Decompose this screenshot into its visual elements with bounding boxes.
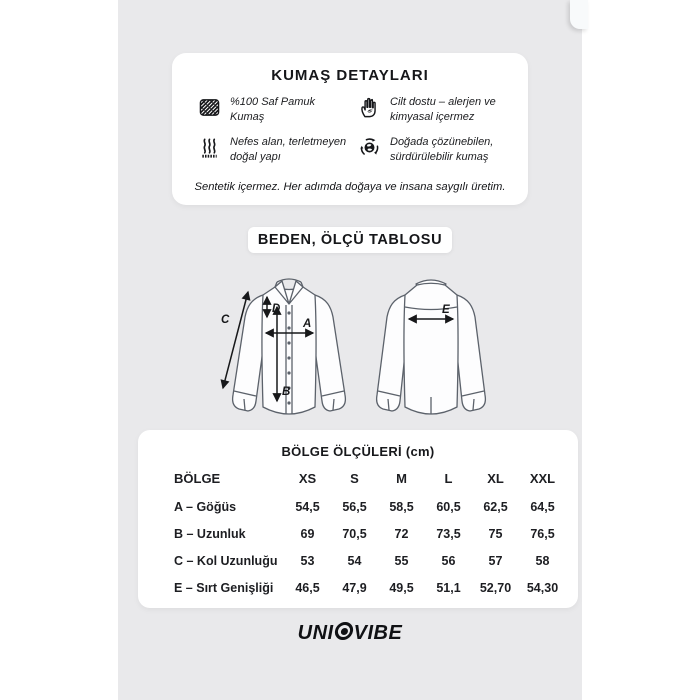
fabric-item-breathable	[198, 135, 352, 164]
size-cell: 58	[535, 553, 550, 568]
size-col-header: BÖLGE	[174, 471, 221, 486]
label-a: A	[303, 318, 312, 330]
size-cell: 55	[394, 553, 409, 568]
size-cell: 49,5	[389, 580, 414, 595]
size-col-header: XL	[487, 471, 504, 486]
fabric-item-cotton	[198, 95, 352, 124]
earth-recycle-icon	[358, 136, 381, 159]
shirt-back-outline	[377, 280, 486, 414]
scrollbar-thumb[interactable]	[570, 0, 588, 29]
size-cell: 54,5	[295, 499, 320, 514]
size-cell: 51,1	[436, 580, 461, 595]
size-col-header: M	[396, 471, 407, 486]
logo-q-icon	[333, 622, 354, 640]
product-image-panel	[118, 0, 582, 700]
size-table-header-row	[150, 464, 566, 493]
size-table-card	[138, 430, 578, 608]
size-cell: 46,5	[295, 580, 320, 595]
size-cell: 62,5	[483, 499, 508, 514]
fabric-card-title: KUMAŞ DETAYLARI	[271, 67, 429, 84]
size-cell: 64,5	[530, 499, 555, 514]
fabric-item-text: Nefes alan, terletmeyen doğal yapı	[230, 136, 347, 163]
size-col-header: XXL	[529, 471, 556, 486]
fabric-item-text: Cilt dostu – alerjen ve kimyasal içermez	[390, 96, 496, 123]
logo-text-prefix: UNI	[297, 622, 334, 644]
size-col-header: XS	[298, 471, 317, 486]
size-cell: 60,5	[436, 499, 461, 514]
fabric-swatch-icon	[198, 96, 221, 119]
size-table-title: BÖLGE ÖLÇÜLERİ (cm)	[281, 444, 435, 459]
size-cell: 56,5	[342, 499, 367, 514]
size-col-header: S	[350, 471, 359, 486]
size-cell: 70,5	[342, 526, 367, 541]
size-cell: 54,30	[526, 580, 559, 595]
fabric-items-grid	[172, 84, 528, 164]
size-cell: 54	[347, 553, 362, 568]
row-label: B – Uzunluk	[174, 526, 246, 541]
size-cell: 53	[300, 553, 315, 568]
hand-leaf-icon	[358, 96, 381, 119]
size-cell: 56	[441, 553, 456, 568]
steam-icon	[198, 136, 221, 159]
label-d: D	[272, 303, 281, 315]
fabric-item-text: Doğada çözünebilen, sürdürülebilir kumaş	[390, 136, 494, 163]
table-row	[150, 493, 566, 520]
size-col-header: L	[444, 471, 453, 486]
row-label: A – Göğüs	[174, 499, 237, 514]
brand-logo	[118, 621, 582, 645]
size-diagram	[213, 271, 503, 427]
size-cell: 73,5	[436, 526, 461, 541]
size-cell: 57	[488, 553, 503, 568]
row-label: C – Kol Uzunluğu	[174, 553, 278, 568]
fabric-item-text: %100 Saf Pamuk Kumaş	[230, 96, 315, 123]
label-b: B	[282, 386, 291, 398]
size-cell: 47,9	[342, 580, 367, 595]
size-cell: 75	[488, 526, 503, 541]
logo-text-suffix: VIBE	[353, 622, 403, 644]
size-cell: 58,5	[389, 499, 414, 514]
table-row	[150, 574, 566, 601]
size-cell: 72	[394, 526, 409, 541]
fabric-details-card	[172, 53, 528, 205]
label-c: C	[221, 314, 230, 326]
row-label: E – Sırt Genişliği	[174, 580, 274, 595]
label-e: E	[442, 304, 450, 316]
size-section-heading: BEDEN, ÖLÇÜ TABLOSU	[248, 227, 452, 253]
size-cell: 76,5	[530, 526, 555, 541]
table-row	[150, 547, 566, 574]
size-cell: 69	[300, 526, 315, 541]
table-row	[150, 520, 566, 547]
fabric-item-sustainable	[358, 135, 512, 164]
size-cell: 52,70	[479, 580, 512, 595]
fabric-card-footer: Sentetik içermez. Her adımda doğaya ve insana saygılı üretim.	[194, 181, 506, 193]
fabric-item-skin-friendly	[358, 95, 512, 124]
size-table	[150, 464, 566, 601]
